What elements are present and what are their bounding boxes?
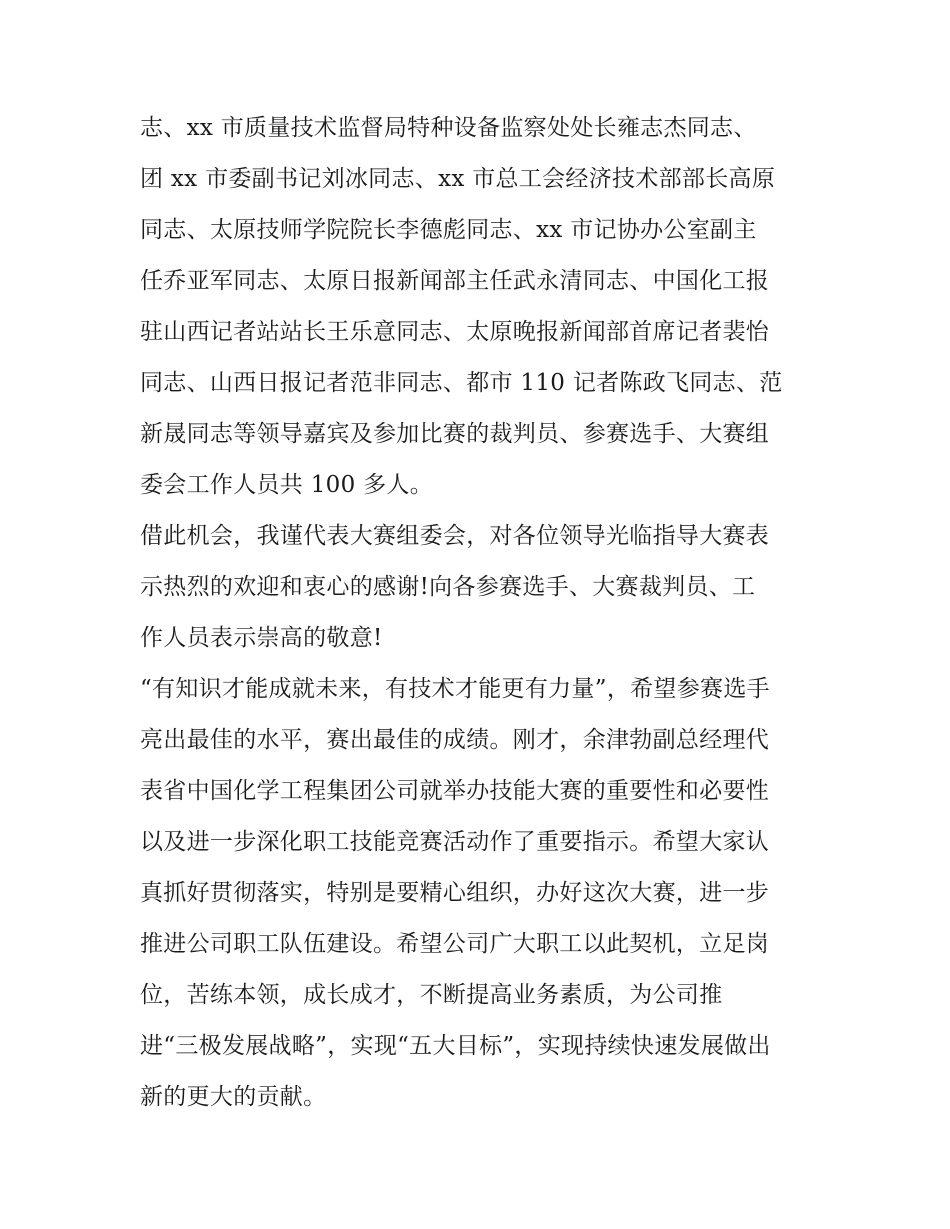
text-line: 新的更大的贡献。 <box>140 1084 327 1110</box>
text-line: 亮出最佳的水平，赛出最佳的成绩。刚才，余津勃副总经理代 <box>140 727 770 753</box>
text-line: 同志、太原技师学院院长李德彪同志、xx 市记协办公室副主 <box>140 217 757 243</box>
text-line: 以及进一步深化职工技能竞赛活动作了重要指示。希望大家认 <box>140 829 770 855</box>
text-line: 任乔亚军同志、太原日报新闻部主任武永清同志、中国化工报 <box>140 268 770 294</box>
body-text <box>140 103 820 1123</box>
text-line: 委会工作人员共 100 多人。 <box>140 472 434 498</box>
text-line: 示热烈的欢迎和衷心的感谢!向各参赛选手、大赛裁判员、工 <box>140 574 756 600</box>
text-line: 真抓好贯彻落实，特别是要精心组织，办好这次大赛，进一步 <box>140 880 770 906</box>
text-line: 推进公司职工队伍建设。希望公司广大职工以此契机，立足岗 <box>140 931 770 957</box>
text-line: 同志、山西日报记者范非同志、都市 110 记者陈政飞同志、范 <box>140 370 783 396</box>
text-line: 位，苦练本领，成长成才，不断提高业务素质，为公司推 <box>140 982 723 1008</box>
text-line: 志、xx 市质量技术监督局特种设备监察处处长雍志杰同志、 <box>140 115 757 141</box>
text-line: 新晟同志等领导嘉宾及参加比赛的裁判员、参赛选手、大赛组 <box>140 421 770 447</box>
text-line: “有知识才能成就未来，有技术才能更有力量”，希望参赛选手 <box>140 676 770 702</box>
text-line: 驻山西记者站站长王乐意同志、太原晚报新闻部首席记者裴怡 <box>140 319 770 345</box>
text-line: 进“三极发展战略”，实现“五大目标”，实现持续快速发展做出 <box>140 1033 771 1059</box>
text-line: 作人员表示崇高的敬意! <box>140 625 383 651</box>
text-line: 团 xx 市委副书记刘冰同志、xx 市总工会经济技术部部长高原 <box>140 166 776 192</box>
text-line: 表省中国化学工程集团公司就举办技能大赛的重要性和必要性 <box>140 778 770 804</box>
text-line: 借此机会，我谨代表大赛组委会，对各位领导光临指导大赛表 <box>140 523 770 549</box>
